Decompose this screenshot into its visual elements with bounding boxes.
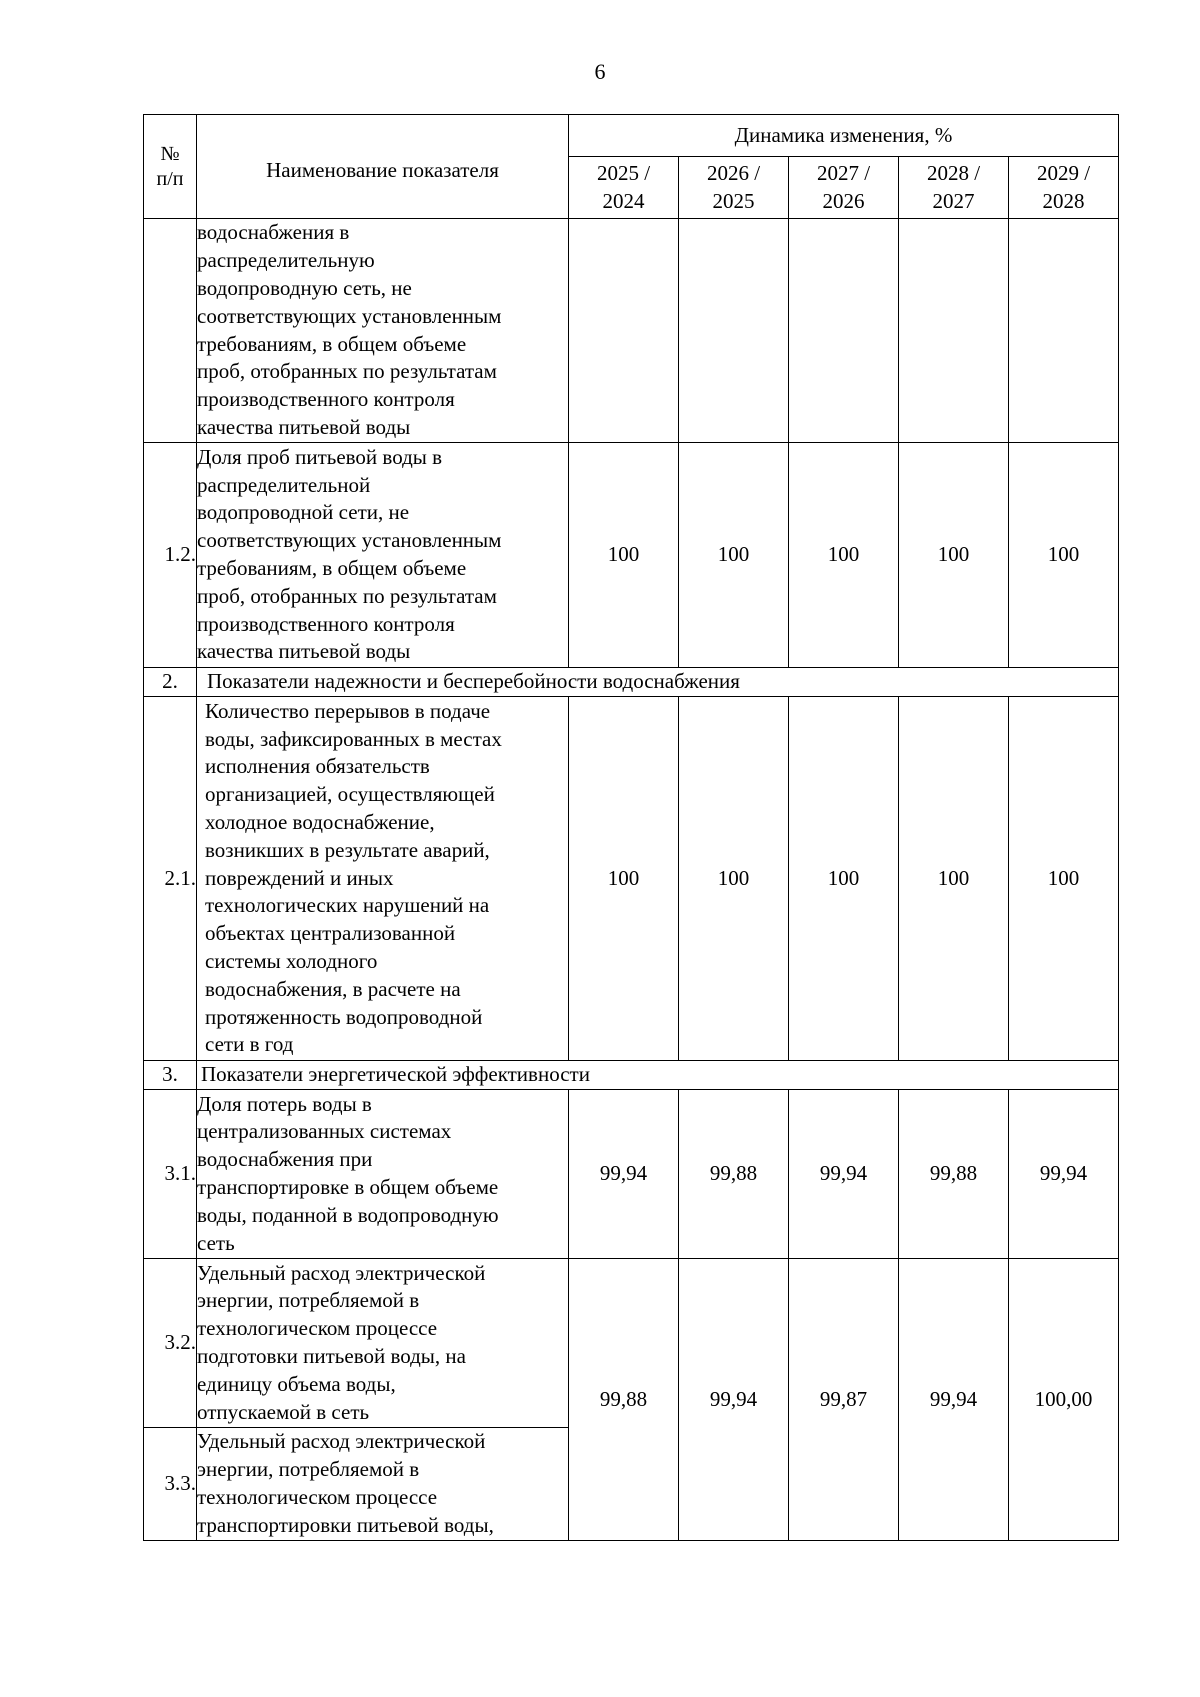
row-value: 99,94	[569, 1090, 679, 1259]
period-header	[679, 157, 789, 219]
row-value	[789, 219, 899, 443]
dynamics-header-label: Динамика изменения, %	[734, 122, 953, 147]
period-header	[899, 157, 1009, 219]
period-header	[1009, 157, 1119, 219]
section-number: 3.	[144, 1061, 197, 1090]
row-value: 99,94	[1009, 1090, 1119, 1259]
row-value: 100	[679, 697, 789, 1061]
row-value: 99,94	[899, 1259, 1009, 1541]
row-number: 3.3.	[144, 1428, 197, 1541]
row-name-text: водоснабжения в распределительную водопроводную сеть, не соответствующих установленным требованиям, в общем объеме проб, отобранных по результатам производственного контроля качества питьевой воды	[197, 220, 502, 439]
dynamics-header	[569, 115, 1119, 157]
name-header-label: Наименование показателя	[266, 158, 499, 182]
indicators-table	[143, 114, 1119, 1541]
period-header	[569, 157, 679, 219]
section-number: 2.	[144, 668, 197, 697]
row-name-text: Количество перерывов в подаче воды, зафиксированных в местах исполнения обязательств организацией, осуществляющей холодное водоснабжение, возникших в результате аварий, повреждений и иных технологических нарушений на объектах централизованной системы холодного водоснабжения, в расчете на протяженность водопроводной сети в год	[205, 698, 502, 1057]
row-number: 3.2.	[144, 1259, 197, 1428]
row-name	[197, 1090, 569, 1259]
row-value: 100	[789, 697, 899, 1061]
row-value: 100	[679, 443, 789, 668]
period-label: 2026 / 2025	[706, 160, 761, 213]
page-number: 6	[594, 59, 606, 84]
row-name-text: Доля потерь воды в централизованных системах водоснабжения при транспортировке в общем объеме воды, поданной в водопроводную сеть	[197, 1091, 499, 1255]
section-title: Показатели надежности и бесперебойности водоснабжения	[197, 668, 1119, 697]
row-name	[197, 1259, 569, 1428]
name-header	[197, 115, 569, 219]
row-value: 99,94	[789, 1090, 899, 1259]
period-label: 2025 / 2024	[596, 160, 651, 213]
section-row	[144, 1061, 1119, 1090]
row-name-text: Удельный расход электрической энергии, потребляемой в технологическом процессе транспортировки питьевой воды,	[197, 1429, 494, 1537]
table-row	[144, 219, 1119, 443]
table-row	[144, 697, 1119, 1061]
row-number: 3.1.	[144, 1090, 197, 1259]
row-value: 100	[569, 443, 679, 668]
row-value: 100,00	[1009, 1259, 1119, 1541]
row-number: 2.1.	[144, 697, 197, 1061]
num-header-label: № п/п	[156, 142, 184, 190]
row-value	[569, 219, 679, 443]
row-number: 1.2.	[144, 443, 197, 668]
table-row	[144, 1259, 1119, 1428]
row-value: 100	[1009, 697, 1119, 1061]
table-row	[144, 1090, 1119, 1259]
row-value: 100	[899, 697, 1009, 1061]
row-value: 99,88	[899, 1090, 1009, 1259]
period-label: 2029 / 2028	[1036, 160, 1091, 213]
row-value	[1009, 219, 1119, 443]
period-label: 2028 / 2027	[926, 160, 981, 213]
section-row	[144, 668, 1119, 697]
num-header	[144, 115, 197, 219]
row-value: 99,87	[789, 1259, 899, 1541]
row-value: 99,94	[679, 1259, 789, 1541]
row-value: 100	[899, 443, 1009, 668]
row-value	[679, 219, 789, 443]
row-name	[197, 443, 569, 668]
row-number	[144, 219, 197, 443]
row-value: 99,88	[569, 1259, 679, 1541]
section-title: Показатели энергетической эффективности	[197, 1061, 1119, 1090]
row-value: 100	[789, 443, 899, 668]
row-value: 99,88	[679, 1090, 789, 1259]
row-value: 100	[1009, 443, 1119, 668]
period-label: 2027 / 2026	[816, 160, 871, 213]
period-header	[789, 157, 899, 219]
row-value: 100	[569, 697, 679, 1061]
table-row	[144, 443, 1119, 668]
row-name	[197, 1428, 569, 1541]
row-name-text: Доля проб питьевой воды в распределительной водопроводной сети, не соответствующих установленным требованиям, в общем объеме проб, отобранных по результатам производственного контроля качества питьевой воды	[197, 444, 502, 664]
row-name-text: Удельный расход электрической энергии, потребляемой в технологическом процессе подготовки питьевой воды, на единицу объема воды, отпускаемой в сеть	[197, 1260, 486, 1424]
header-row-top	[144, 115, 1119, 157]
row-value	[899, 219, 1009, 443]
row-name	[197, 219, 569, 443]
row-name	[197, 697, 569, 1061]
